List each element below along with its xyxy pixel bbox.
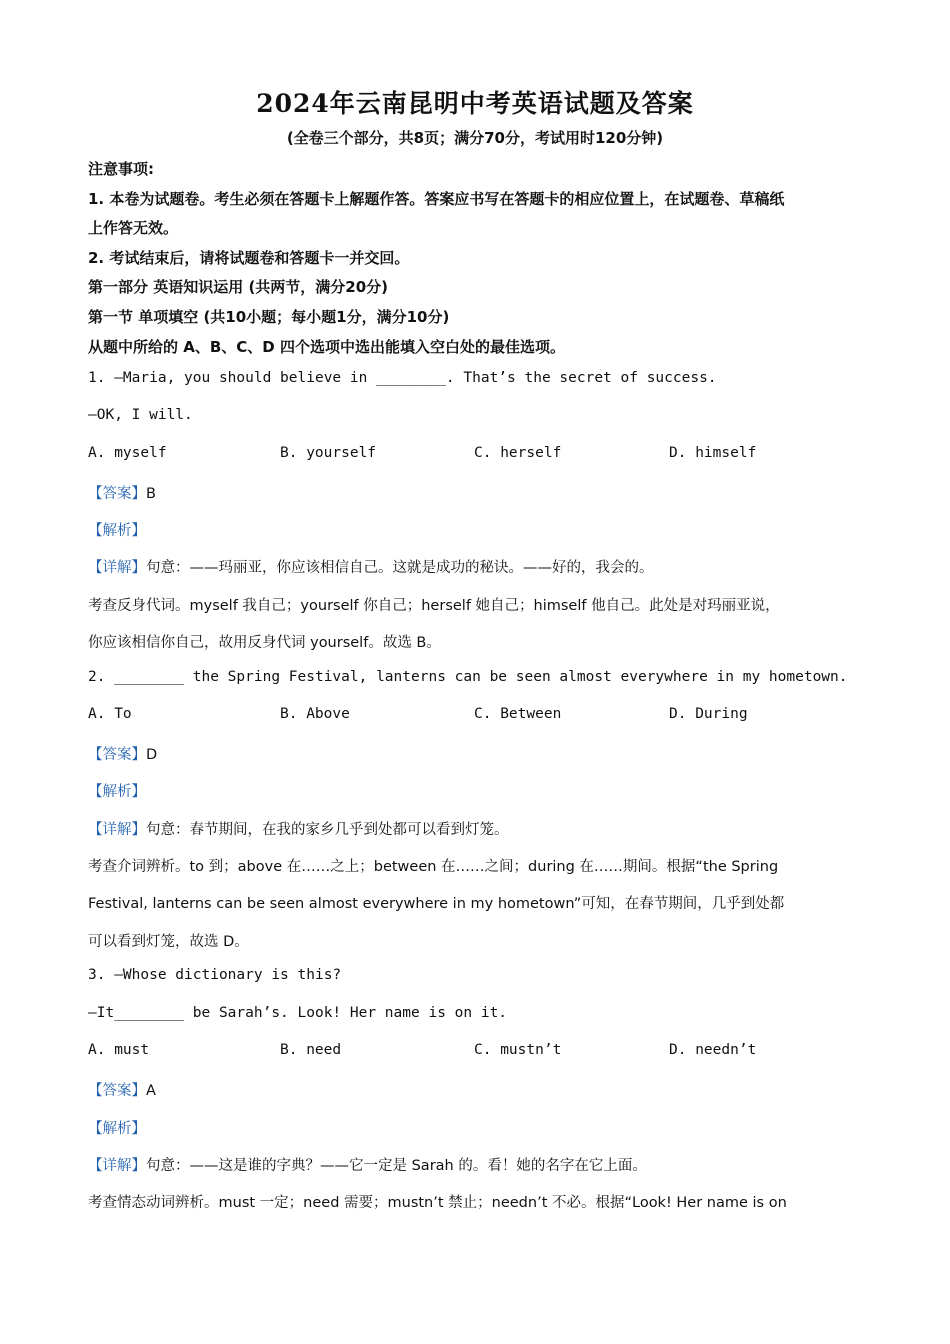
page-subtitle: (全卷三个部分，共8页；满分70分，考试用时120分钟): [286, 129, 664, 147]
question-1-option-d: D. himself: [669, 445, 757, 461]
notes-item-2: 2. 考试结束后，请将试题卷和答题卡一并交回。: [88, 249, 410, 267]
detail-text: 句意：春节期间，在我的家乡几乎到处都可以看到灯笼。: [146, 822, 509, 838]
question-2-explanation: 考查介词辨析。to 到；above 在……之上；between 在……之间；during 在……期间。根据“the Spring: [88, 859, 779, 875]
question-2-option-c: C. Between: [474, 706, 562, 722]
question-3-stem: 3. —Whose dictionary is this?: [88, 967, 342, 983]
question-2-option-a: A. To: [88, 706, 132, 722]
question-2-option-d: D. During: [669, 706, 748, 722]
question-1-stem: 1. —Maria, you should believe in ________. That’s the secret of success.: [88, 370, 717, 386]
page-title: 2024年云南昆明中考英语试题及答案: [256, 89, 694, 118]
question-2-stem: 2. ________ the Spring Festival, lanterns can be seen almost everywhere in my hometown.: [88, 669, 848, 685]
question-2-explanation-end: 可以看到灯笼，故选 D。: [88, 934, 249, 950]
question-3-answer: [88, 1079, 156, 1100]
question-3-option-d: D. needn’t: [669, 1042, 757, 1058]
part-heading: 第一部分 英语知识运用 (共两节，满分20分): [88, 278, 389, 296]
question-3-detail: [88, 1154, 647, 1175]
notes-item-1: 1. 本卷为试题卷。考生必须在答题卡上解题作答。答案应书写在答题卡的相应位置上，在试题卷、草稿纸: [88, 190, 785, 208]
answer-value: A: [146, 1083, 156, 1099]
question-1-option-c: C. herself: [474, 445, 562, 461]
answer-value: B: [146, 486, 156, 502]
question-3-explanation: 考查情态动词辨析。must 一定；need 需要；mustn’t 禁止；needn’t 不必。根据“Look! Her name is on: [88, 1195, 787, 1211]
section-heading: 第一节 单项填空 (共10小题；每小题1分，满分10分): [88, 308, 450, 326]
question-1-answer: [88, 482, 156, 503]
detail-text: 句意：——这是谁的字典？——它一定是 Sarah 的。看！她的名字在它上面。: [146, 1158, 647, 1174]
detail-tag: 【详解】: [88, 822, 146, 838]
question-1-analysis-tag: 【解析】: [88, 523, 146, 539]
question-3-reply: —It________ be Sarah’s. Look! Her name is on it.: [88, 1005, 508, 1021]
question-2-option-b: B. Above: [280, 706, 350, 722]
notes-heading: 注意事项:: [88, 160, 154, 178]
question-2-detail: [88, 818, 509, 839]
question-2-analysis-tag: 【解析】: [88, 784, 146, 800]
question-1-explanation-cont: 你应该相信你自己，故用反身代词 yourself。故选 B。: [88, 635, 441, 651]
notes-item-1-cont: 上作答无效。: [88, 219, 179, 237]
detail-tag: 【详解】: [88, 560, 146, 576]
question-1-detail: [88, 556, 654, 577]
question-2-answer: [88, 743, 157, 764]
detail-tag: 【详解】: [88, 1158, 146, 1174]
question-3-option-b: B. need: [280, 1042, 342, 1058]
answer-value: D: [146, 747, 158, 763]
answer-tag: 【答案】: [88, 1083, 146, 1099]
question-1-reply: —OK, I will.: [88, 407, 193, 423]
question-3-option-c: C. mustn’t: [474, 1042, 562, 1058]
answer-tag: 【答案】: [88, 747, 146, 763]
question-2-explanation-cont: Festival, lanterns can be seen almost everywhere in my hometown”可知，在春节期间，几乎到处都: [88, 896, 785, 912]
question-3-analysis-tag: 【解析】: [88, 1121, 146, 1137]
detail-text: 句意：——玛丽亚，你应该相信自己。这就是成功的秘诀。——好的，我会的。: [146, 560, 654, 576]
instruction: 从题中所给的 A、B、C、D 四个选项中选出能填入空白处的最佳选项。: [88, 338, 565, 356]
question-1-option-a: A. myself: [88, 445, 167, 461]
answer-tag: 【答案】: [88, 486, 146, 502]
question-3-option-a: A. must: [88, 1042, 150, 1058]
question-1-explanation: 考查反身代词。myself 我自己；yourself 你自己；herself 她自己；himself 他自己。此处是对玛丽亚说，: [88, 598, 780, 614]
question-1-option-b: B. yourself: [280, 445, 377, 461]
